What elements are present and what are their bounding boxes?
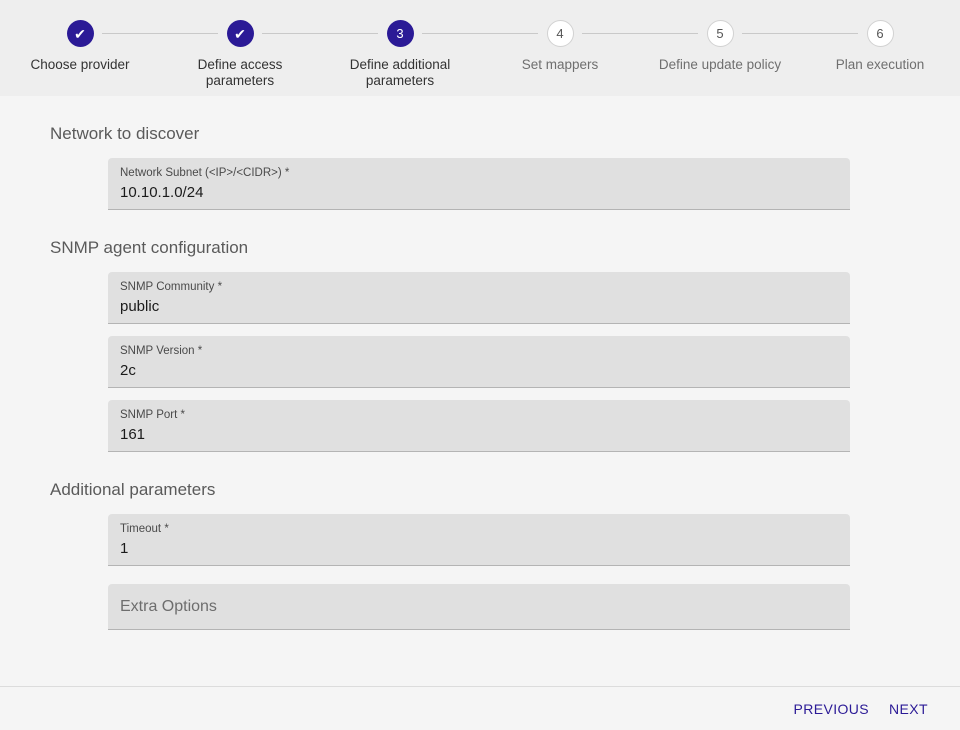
field-network-subnet-value[interactable]: 10.10.1.0/24 [120,184,204,201]
wizard-step-3[interactable] [320,20,480,89]
wizard-step-5[interactable] [640,20,800,73]
step-6-number: 6 [876,26,884,41]
step-connector-right [582,33,640,34]
field-snmp-community-label-text: SNMP Community [120,281,215,293]
step-5-number: 5 [716,26,724,41]
field-extra-options-placeholder: Extra Options [120,597,217,615]
step-6-indicator[interactable] [867,20,894,47]
field-snmp-community-value[interactable]: public [120,298,160,315]
check-icon: ✔ [74,25,86,42]
wizard-step-6[interactable] [800,20,960,73]
step-5-label: Define update policy [658,57,782,72]
required-marker: * [281,167,290,179]
wizard-footer [0,686,960,730]
step-4-indicator[interactable] [547,20,574,47]
field-extra-options[interactable] [108,584,850,630]
step-4-label: Set mappers [521,57,599,72]
field-network-subnet[interactable] [108,158,850,210]
next-button[interactable]: NEXT [879,695,938,723]
step-2-label: Define access parameters [197,57,283,88]
field-timeout-value[interactable]: 1 [120,540,129,557]
section-title-additional: Additional parameters [50,480,216,499]
wizard-content [0,96,960,686]
step-1-indicator[interactable] [67,20,94,47]
step-connector-left [640,33,698,34]
step-1-label: Choose provider [30,57,130,72]
field-network-subnet-label-text: Network Subnet (<IP>/<CIDR>) [120,167,282,179]
field-timeout-label-text: Timeout [120,523,162,535]
field-snmp-version-label-text: SNMP Version [120,345,195,357]
step-connector-left [800,33,858,34]
required-marker: * [161,523,169,535]
step-connector-right [742,33,800,34]
check-icon: ✔ [234,25,246,42]
field-snmp-community[interactable] [108,272,850,324]
wizard-step-2[interactable] [160,20,320,89]
field-snmp-version-value[interactable]: 2c [120,362,136,379]
field-timeout[interactable] [108,514,850,566]
step-connector-left [320,33,378,34]
step-6-label: Plan execution [835,57,925,72]
field-snmp-version-label [120,344,838,358]
required-marker: * [177,409,185,421]
field-snmp-version[interactable] [108,336,850,388]
field-snmp-port[interactable] [108,400,850,452]
field-timeout-label [120,522,838,536]
step-3-number: 3 [396,26,404,41]
wizard-step-1[interactable] [0,20,160,73]
required-marker: * [214,281,223,293]
field-snmp-port-value[interactable]: 161 [120,426,146,443]
step-connector-left [480,33,538,34]
wizard-stepper [0,0,960,96]
field-network-subnet-label [120,166,838,180]
field-snmp-port-label [120,408,838,422]
step-connector-right [422,33,480,34]
step-connector-right [102,33,160,34]
section-title-network: Network to discover [50,124,200,143]
previous-button[interactable]: PREVIOUS [783,695,879,723]
step-3-indicator[interactable] [387,20,414,47]
required-marker: * [194,345,203,357]
section-title-snmp: SNMP agent configuration [50,238,249,257]
field-snmp-port-label-text: SNMP Port [120,409,178,421]
step-4-number: 4 [556,26,564,41]
step-connector-right [262,33,320,34]
wizard-step-4[interactable] [480,20,640,73]
step-connector-left [160,33,218,34]
field-snmp-community-label [120,280,838,294]
step-5-indicator[interactable] [707,20,734,47]
step-2-indicator[interactable] [227,20,254,47]
step-3-label: Define additional parameters [349,57,451,88]
